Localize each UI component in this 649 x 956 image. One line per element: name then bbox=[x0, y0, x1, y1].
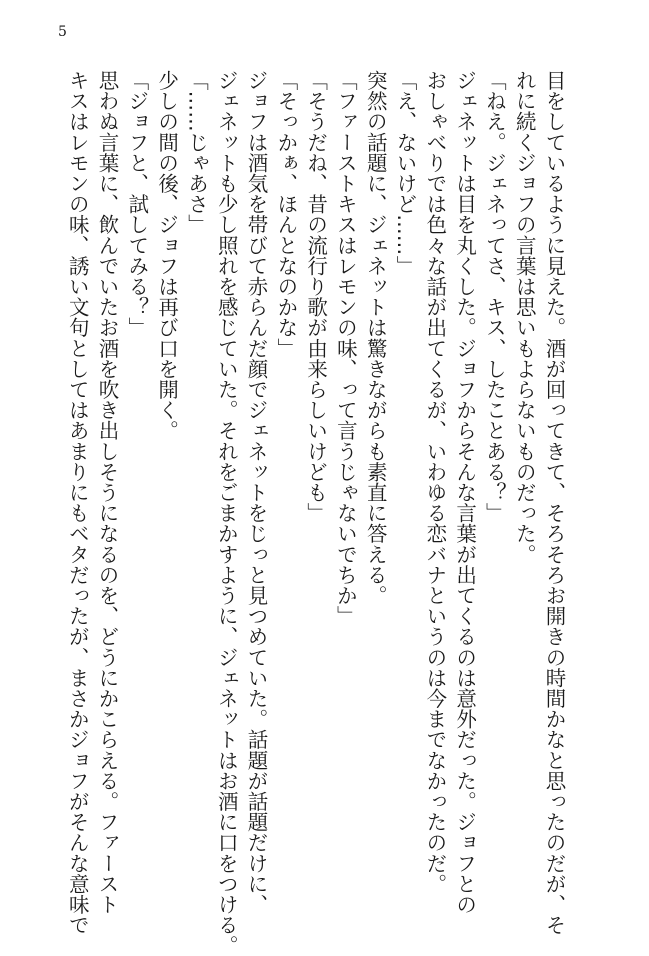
text-line: 「ファーストキスはレモンの味、って言うじゃないでちか」 bbox=[333, 70, 358, 627]
text-line: おしゃべりでは色々な話が出てくるが、いわゆる恋バナというのは今までなかったのだ。 bbox=[422, 70, 447, 894]
text-line: れに続くジョフの言葉は思いもよらないものだった。 bbox=[512, 70, 537, 565]
text-line: 「ジョフと、試してみる？」 bbox=[124, 70, 149, 338]
text-line: ジェネットは目を丸くした。ジョフからそんな言葉が出てくるのは意外だった。ジョフとの bbox=[452, 70, 477, 915]
text-line: キスはレモンの味、誘い文句としてはあまりにもベタだったが、まさかジョフがそんな意味で bbox=[65, 70, 90, 936]
text-line: 少しの間の後、ジョフは再び口を開く。 bbox=[154, 70, 179, 441]
text-line: 思わぬ言葉に、飲んでいたお酒を吹き出しそうになるのを、どうにかこらえる。ファースト bbox=[95, 70, 120, 915]
text-line: 突然の話題に、ジェネットは驚きながらも素直に答える。 bbox=[363, 70, 388, 606]
text-line: 目をしているように見えた。酒が回ってきて、そろそろお開きの時間かなと思ったのだが、そ bbox=[542, 70, 566, 936]
text-line: ジョフは酒気を帯びて赤らんだ顔でジェネットをじっと見つめていた。話題が話題だけに、 bbox=[244, 70, 269, 915]
text-line: 「そうだね、昔の流行り歌が由来らしいけども」 bbox=[303, 70, 328, 524]
text-line: 「え、ないけど……」 bbox=[393, 70, 418, 276]
text-line: 「ねえ。ジェネってさ、キス、したことある？」 bbox=[482, 70, 507, 524]
text-line: ジェネットも少し照れを感じていた。それをごまかすように、ジェネットはお酒に口をつける。 bbox=[214, 70, 239, 956]
text-line: 「……じゃあさ」 bbox=[184, 70, 209, 235]
page-number: 5 bbox=[58, 24, 67, 40]
text-line: 「そっかぁ、ほんとなのかな」 bbox=[273, 70, 298, 359]
novel-text-column bbox=[61, 70, 568, 956]
